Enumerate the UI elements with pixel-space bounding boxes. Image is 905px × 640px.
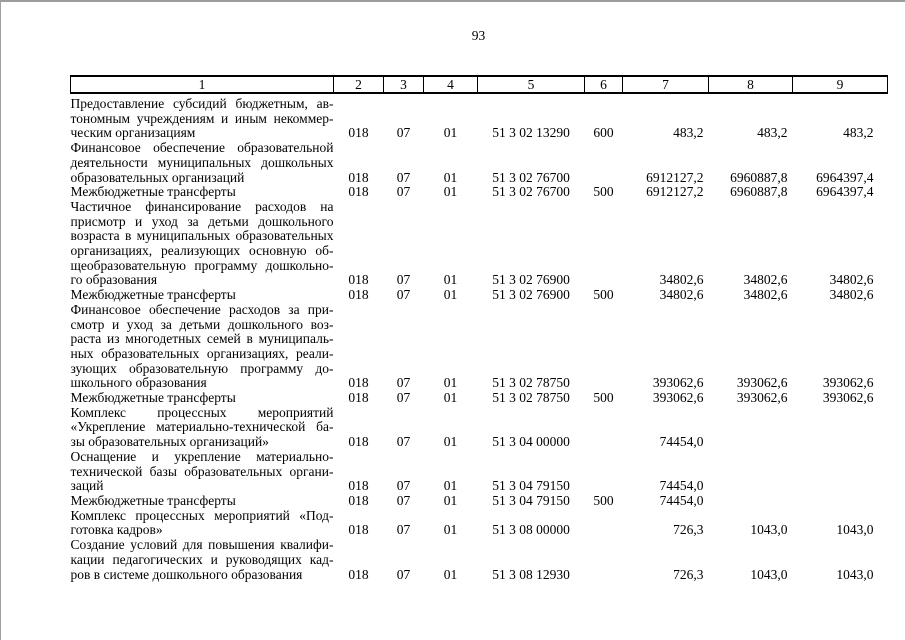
target-article-code-cell: 51 3 02 78750 [492, 375, 570, 391]
target-article-code-cell: 51 3 08 00000 [492, 522, 570, 538]
table-header-row [71, 76, 888, 93]
page-content [70, 2, 887, 582]
subsection-code-cell: 01 [443, 184, 458, 200]
section-code-cell: 07 [396, 522, 411, 538]
column-header-cell: 2 [334, 76, 384, 93]
subsection-code-cell: 01 [443, 390, 458, 406]
subsection-code-cell: 01 [443, 287, 458, 303]
target-article-code-cell: 51 3 02 13290 [492, 125, 570, 141]
amount-year1-cell: 34802,6 [659, 287, 704, 303]
expense-name-line: ческим организациям [70, 125, 196, 141]
amount-year2-cell: 6960887,8 [730, 169, 788, 185]
expense-name-cell [71, 93, 334, 141]
table-row [71, 185, 888, 200]
table-row [71, 93, 888, 141]
section-code-cell: 07 [396, 566, 411, 582]
expense-name-cell [71, 406, 334, 450]
expense-name-line: тономным учреждениям и иным некоммер- [70, 110, 334, 126]
expense-name-line: Межбюджетные трансферты [70, 287, 236, 303]
expense-name-cell [71, 141, 334, 185]
column-header-cell: 4 [424, 76, 478, 93]
grbs-code-cell: 018 [348, 390, 369, 406]
grbs-code-cell: 018 [348, 184, 369, 200]
expense-type-code-cell: 500 [593, 390, 614, 406]
page-number: 93 [471, 28, 486, 43]
expense-name-line: Предоставление субсидий бюджетным, ав- [70, 96, 334, 111]
subsection-code-cell: 01 [443, 125, 458, 141]
target-article-code-cell: 51 3 04 79150 [492, 492, 570, 508]
expense-name-line: зующих образовательную программу до- [70, 360, 334, 376]
table-row [71, 450, 888, 494]
amount-year3-cell: 6964397,4 [816, 184, 874, 200]
expense-name-line: готовка кадров» [70, 522, 163, 538]
expense-name-cell [71, 509, 334, 538]
amount-year3-cell: 34802,6 [829, 272, 874, 288]
subsection-code-cell: 01 [443, 169, 458, 185]
section-code-cell: 07 [396, 492, 411, 508]
expense-name-cell [71, 185, 334, 200]
grbs-code-cell: 018 [348, 169, 369, 185]
expense-name-line: образовательных организаций [70, 169, 245, 185]
expense-name-line: деятельности муниципальных дошкольных [70, 154, 334, 170]
expense-name-line: заций [70, 478, 104, 494]
amount-year1-cell: 726,3 [673, 522, 704, 538]
expense-name-cell [71, 288, 334, 303]
grbs-code-cell: 018 [348, 478, 369, 494]
table-row [71, 200, 888, 288]
target-article-code-cell: 51 3 02 78750 [492, 390, 570, 406]
column-header-cell: 1 [71, 76, 334, 93]
amount-year2-cell: 1043,0 [750, 522, 788, 538]
amount-year1-cell: 483,2 [673, 125, 704, 141]
expense-name-line: присмотр и уход за детьми дошкольного [70, 213, 334, 229]
table-row [71, 494, 888, 509]
expense-type-code-cell: 600 [593, 125, 614, 141]
expense-type-code-cell [585, 450, 623, 494]
target-article-code-cell: 51 3 04 00000 [492, 434, 570, 450]
grbs-code-cell: 018 [348, 287, 369, 303]
amount-year1-cell: 34802,6 [659, 272, 704, 288]
expense-name-line: зы образовательных организаций» [70, 434, 269, 450]
grbs-code-cell: 018 [348, 566, 369, 582]
subsection-code-cell: 01 [443, 492, 458, 508]
table-row [71, 509, 888, 538]
amount-year3-cell [793, 406, 888, 450]
expense-name-line: Финансовое обеспечение расходов за при- [70, 301, 334, 317]
amount-year3-cell [793, 450, 888, 494]
column-header-cell: 5 [478, 76, 585, 93]
grbs-code-cell: 018 [348, 492, 369, 508]
subsection-code-cell: 01 [443, 566, 458, 582]
expense-type-code-cell [585, 538, 623, 582]
expense-name-line: Комплекс процессных мероприятий [70, 404, 334, 420]
expense-name-line: организациях, реализующих основную об- [70, 243, 334, 259]
amount-year3-cell [793, 494, 888, 509]
amount-year2-cell: 1043,0 [750, 566, 788, 582]
amount-year1-cell: 74454,0 [659, 478, 704, 494]
section-code-cell: 07 [396, 272, 411, 288]
section-code-cell: 07 [396, 125, 411, 141]
subsection-code-cell: 01 [443, 434, 458, 450]
column-header-cell: 3 [384, 76, 424, 93]
expense-name-line: Межбюджетные трансферты [70, 492, 236, 508]
grbs-code-cell: 018 [348, 522, 369, 538]
expense-name-line: Финансовое обеспечение образовательной [70, 140, 334, 156]
column-header-cell: 9 [793, 76, 888, 93]
expense-type-code-cell [585, 406, 623, 450]
expense-type-code-cell [585, 303, 623, 391]
grbs-code-cell: 018 [348, 272, 369, 288]
expense-name-line: возраста в муниципальных образовательных [70, 228, 334, 244]
expense-name-cell [71, 391, 334, 406]
column-header-cell: 8 [709, 76, 793, 93]
subsection-code-cell: 01 [443, 478, 458, 494]
target-article-code-cell: 51 3 02 76900 [492, 287, 570, 303]
target-article-code-cell: 51 3 04 79150 [492, 478, 570, 494]
amount-year3-cell: 34802,6 [829, 287, 874, 303]
section-code-cell: 07 [396, 434, 411, 450]
expense-name-line: кации педагогических и руководящих кад- [70, 551, 334, 567]
target-article-code-cell: 51 3 02 76700 [492, 184, 570, 200]
expense-name-line: Оснащение и укрепление материально- [70, 448, 334, 464]
amount-year3-cell: 6964397,4 [816, 169, 874, 185]
amount-year1-cell: 74454,0 [659, 492, 704, 508]
expense-name-line: «Укрепление материально-технической ба- [70, 419, 334, 435]
expense-name-cell [71, 450, 334, 494]
expense-name-line: Межбюджетные трансферты [70, 184, 236, 200]
amount-year2-cell: 34802,6 [743, 287, 788, 303]
expense-type-code-cell [585, 200, 623, 288]
amount-year1-cell: 393062,6 [652, 375, 704, 391]
expense-name-line: Создание условий для повышения квалифи- [70, 537, 334, 553]
amount-year3-cell: 483,2 [843, 125, 874, 141]
expense-name-cell [71, 538, 334, 582]
target-article-code-cell: 51 3 08 12930 [492, 566, 570, 582]
column-header-cell: 7 [623, 76, 709, 93]
section-code-cell: 07 [396, 169, 411, 185]
subsection-code-cell: 01 [443, 522, 458, 538]
expense-type-code-cell [585, 141, 623, 185]
section-code-cell: 07 [396, 184, 411, 200]
expense-name-line: щеобразовательную программу дошкольно- [70, 257, 334, 273]
grbs-code-cell: 018 [348, 375, 369, 391]
grbs-code-cell: 018 [348, 125, 369, 141]
table-row [71, 391, 888, 406]
amount-year3-cell: 393062,6 [822, 390, 874, 406]
amount-year2-cell: 393062,6 [736, 375, 788, 391]
amount-year2-cell: 393062,6 [736, 390, 788, 406]
expense-type-code-cell: 500 [593, 287, 614, 303]
amount-year2-cell: 6960887,8 [730, 184, 788, 200]
expense-type-code-cell [585, 509, 623, 538]
amount-year2-cell: 483,2 [757, 125, 788, 141]
table-body [71, 93, 888, 582]
amount-year3-cell: 1043,0 [836, 566, 874, 582]
amount-year2-cell [709, 494, 793, 509]
expense-name-line: Комплекс процессных мероприятий «Под- [70, 507, 334, 523]
section-code-cell: 07 [396, 390, 411, 406]
subsection-code-cell: 01 [443, 272, 458, 288]
section-code-cell: 07 [396, 375, 411, 391]
amount-year2-cell [709, 450, 793, 494]
amount-year1-cell: 393062,6 [652, 390, 704, 406]
target-article-code-cell: 51 3 02 76700 [492, 169, 570, 185]
column-header-cell: 6 [585, 76, 623, 93]
section-code-cell: 07 [396, 478, 411, 494]
expense-name-line: смотр и уход за детьми дошкольного воз- [70, 316, 334, 332]
amount-year2-cell [709, 406, 793, 450]
table-row [71, 406, 888, 450]
expense-name-line: го образования [70, 272, 158, 288]
subsection-code-cell: 01 [443, 375, 458, 391]
expense-name-cell [71, 494, 334, 509]
expense-name-line: ров в системе дошкольного образования [70, 566, 303, 582]
table-row [71, 303, 888, 391]
expense-name-line: школьного образования [70, 375, 207, 391]
amount-year3-cell: 1043,0 [836, 522, 874, 538]
amount-year1-cell: 74454,0 [659, 434, 704, 450]
expense-name-cell [71, 200, 334, 288]
expense-name-line: Частичное финансирование расходов на [70, 198, 334, 214]
amount-year1-cell: 6912127,2 [646, 169, 704, 185]
amount-year2-cell: 34802,6 [743, 272, 788, 288]
target-article-code-cell: 51 3 02 76900 [492, 272, 570, 288]
amount-year1-cell: 6912127,2 [646, 184, 704, 200]
amount-year1-cell: 726,3 [673, 566, 704, 582]
table-row [71, 141, 888, 185]
expense-name-line: ных образовательных организациях, реали- [70, 345, 334, 361]
expense-name-line: раста из многодетных семей в муниципаль- [70, 331, 334, 347]
expense-name-line: технической базы образовательных органи- [70, 463, 334, 479]
table-row [71, 538, 888, 582]
amount-year3-cell: 393062,6 [822, 375, 874, 391]
expense-name-cell [71, 303, 334, 391]
grbs-code-cell: 018 [348, 434, 369, 450]
expense-name-line: Межбюджетные трансферты [70, 390, 236, 406]
expense-type-code-cell: 500 [593, 184, 614, 200]
table-row [71, 288, 888, 303]
budget-table [70, 75, 888, 582]
section-code-cell: 07 [396, 287, 411, 303]
expense-type-code-cell: 500 [593, 492, 614, 508]
